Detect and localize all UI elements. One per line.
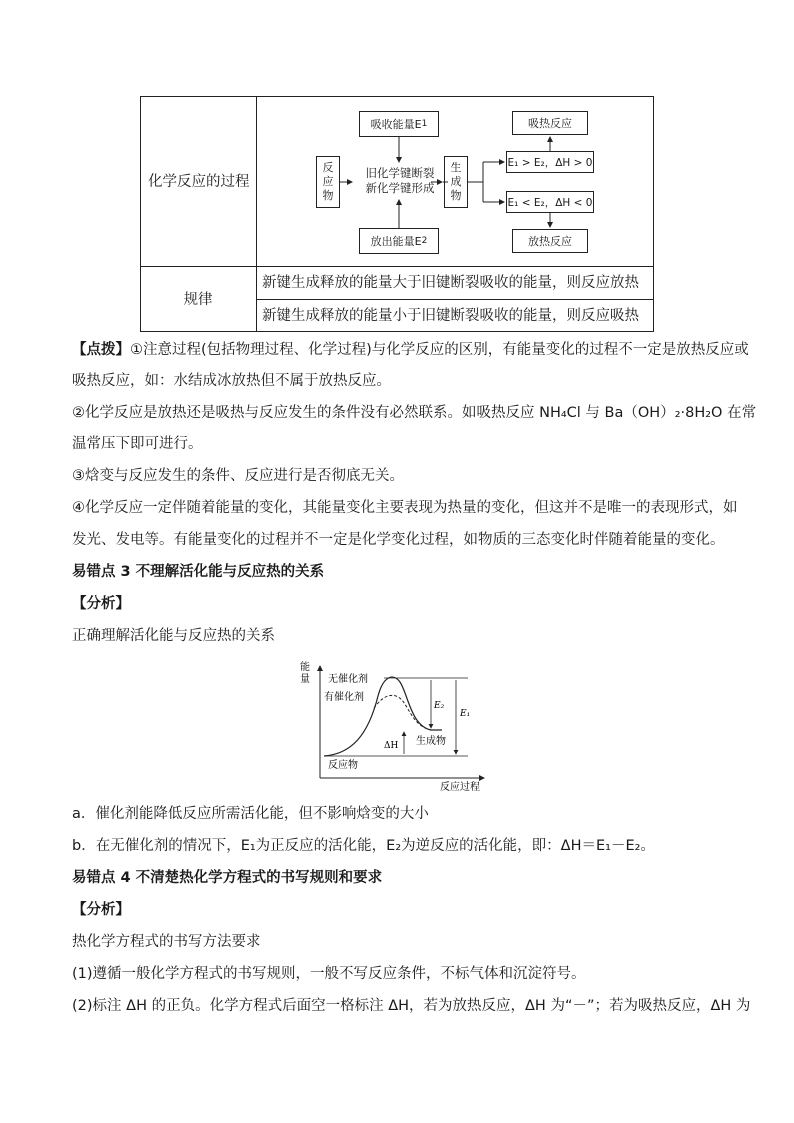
product-label: 生成物 <box>416 736 446 747</box>
rule-exothermic: 新键生成释放的能量大于旧键断裂吸收的能量，则反应放热 <box>262 275 639 291</box>
table-col-divider <box>256 96 257 332</box>
condition-gt-box: E₁ > E₂，ΔH > 0 <box>506 151 594 173</box>
product-char-2: 成 <box>450 175 462 188</box>
tip-p2-line2: 温常压下即可进行。 <box>72 436 203 452</box>
tip-p1-line1: ①注意过程(包括物理过程、化学过程)与化学反应的区别，有能量变化的过程不一定是放热反应或 <box>130 342 749 358</box>
section3-point-a: a．催化剂能降低反应所需活化能，但不影响焓变的大小 <box>72 806 429 822</box>
no-catalyst-label: 无催化剂 <box>328 674 368 685</box>
tip-paragraph-1 <box>72 340 749 360</box>
product-char-1: 生 <box>450 161 462 174</box>
bond-break-text: 旧化学键断裂 <box>365 166 435 180</box>
table-row-divider <box>140 266 654 267</box>
y-axis-label-1: 能 <box>300 662 310 673</box>
tip-p4-line1: ④化学反应一定伴随着能量的变化，其能量变化主要表现为热量的变化，但这并不是唯一的表现形式，如 <box>72 500 738 516</box>
tip-p4-line2: 发光、发电等。有能量变化的过程并不一定是化学变化过程，如物质的三态变化时伴随着能量的变化。 <box>72 532 725 548</box>
release-energy-text: 放出能量E <box>370 235 422 248</box>
exothermic-box: 放热反应 <box>512 229 588 253</box>
section4-heading: 易错点 4 不清楚热化学方程式的书写规则和要求 <box>72 870 383 886</box>
y-axis-label-2: 量 <box>300 674 310 685</box>
curve-with-catalyst <box>374 695 431 730</box>
product-char-3: 物 <box>450 189 462 202</box>
tip-p2-line1: ②化学反应是放热还是吸热与反应发生的条件没有必然联系。如吸热反应 NH₄Cl 与 Ba（OH）₂·8H₂O 在常 <box>72 405 757 421</box>
endothermic-box: 吸热反应 <box>512 111 588 135</box>
bond-form-text: 新化学键形成 <box>365 181 435 195</box>
diagram-arrows <box>300 100 620 265</box>
reactant-label: 反应物 <box>328 760 358 771</box>
row-label-rule: 规律 <box>183 292 213 308</box>
section3-heading: 易错点 3 不理解活化能与反应热的关系 <box>72 564 325 580</box>
tip-p1-line2: 吸热反应，如：水结成冰放热但不属于放热反应。 <box>72 373 391 389</box>
tip-p3: ③焓变与反应发生的条件、反应进行是否彻底无关。 <box>72 468 404 484</box>
section3-point-b: b．在无催化剂的情况下，E₁为正反应的活化能，E₂为逆反应的活化能，即：ΔH＝E₁－E₂。 <box>72 838 655 854</box>
absorb-energy-text: 吸收能量E <box>370 118 422 131</box>
reactant-char-2: 应 <box>322 175 334 188</box>
section3-analysis-label: 【分析】 <box>72 596 130 612</box>
section4-analysis-label: 【分析】 <box>72 902 130 918</box>
section4-intro: 热化学方程式的书写方法要求 <box>72 934 261 950</box>
reactant-char-1: 反 <box>322 161 334 174</box>
row-label-process: 化学反应的过程 <box>148 174 250 190</box>
energy-profile-chart <box>296 656 496 794</box>
table-rule-divider <box>256 299 654 300</box>
condition-lt-box: E₁ < E₂，ΔH < 0 <box>506 191 594 213</box>
reactant-char-3: 物 <box>322 189 334 202</box>
section3-intro: 正确理解活化能与反应热的关系 <box>72 628 275 644</box>
section4-item2: (2)标注 ΔH 的正负。化学方程式后面空一格标注 ΔH，若为放热反应，ΔH 为“－”；若为吸热反应，ΔH 为 <box>72 998 751 1014</box>
with-catalyst-label: 有催化剂 <box>324 692 364 703</box>
tip-label: 【点拨】 <box>72 342 130 358</box>
rule-endothermic: 新键生成释放的能量小于旧键断裂吸收的能量，则反应吸热 <box>262 308 639 324</box>
e2-label: E₂ <box>434 701 445 711</box>
absorb-energy-sub: 1 <box>421 119 428 129</box>
e1-label: E₁ <box>460 709 471 719</box>
dh-label: ΔH <box>384 741 399 751</box>
release-energy-sub: 2 <box>421 236 428 246</box>
x-axis-label: 反应过程 <box>440 782 480 793</box>
section4-item1: (1)遵循一般化学方程式的书写规则，一般不写反应条件，不标气体和沉淀符号。 <box>72 966 586 982</box>
